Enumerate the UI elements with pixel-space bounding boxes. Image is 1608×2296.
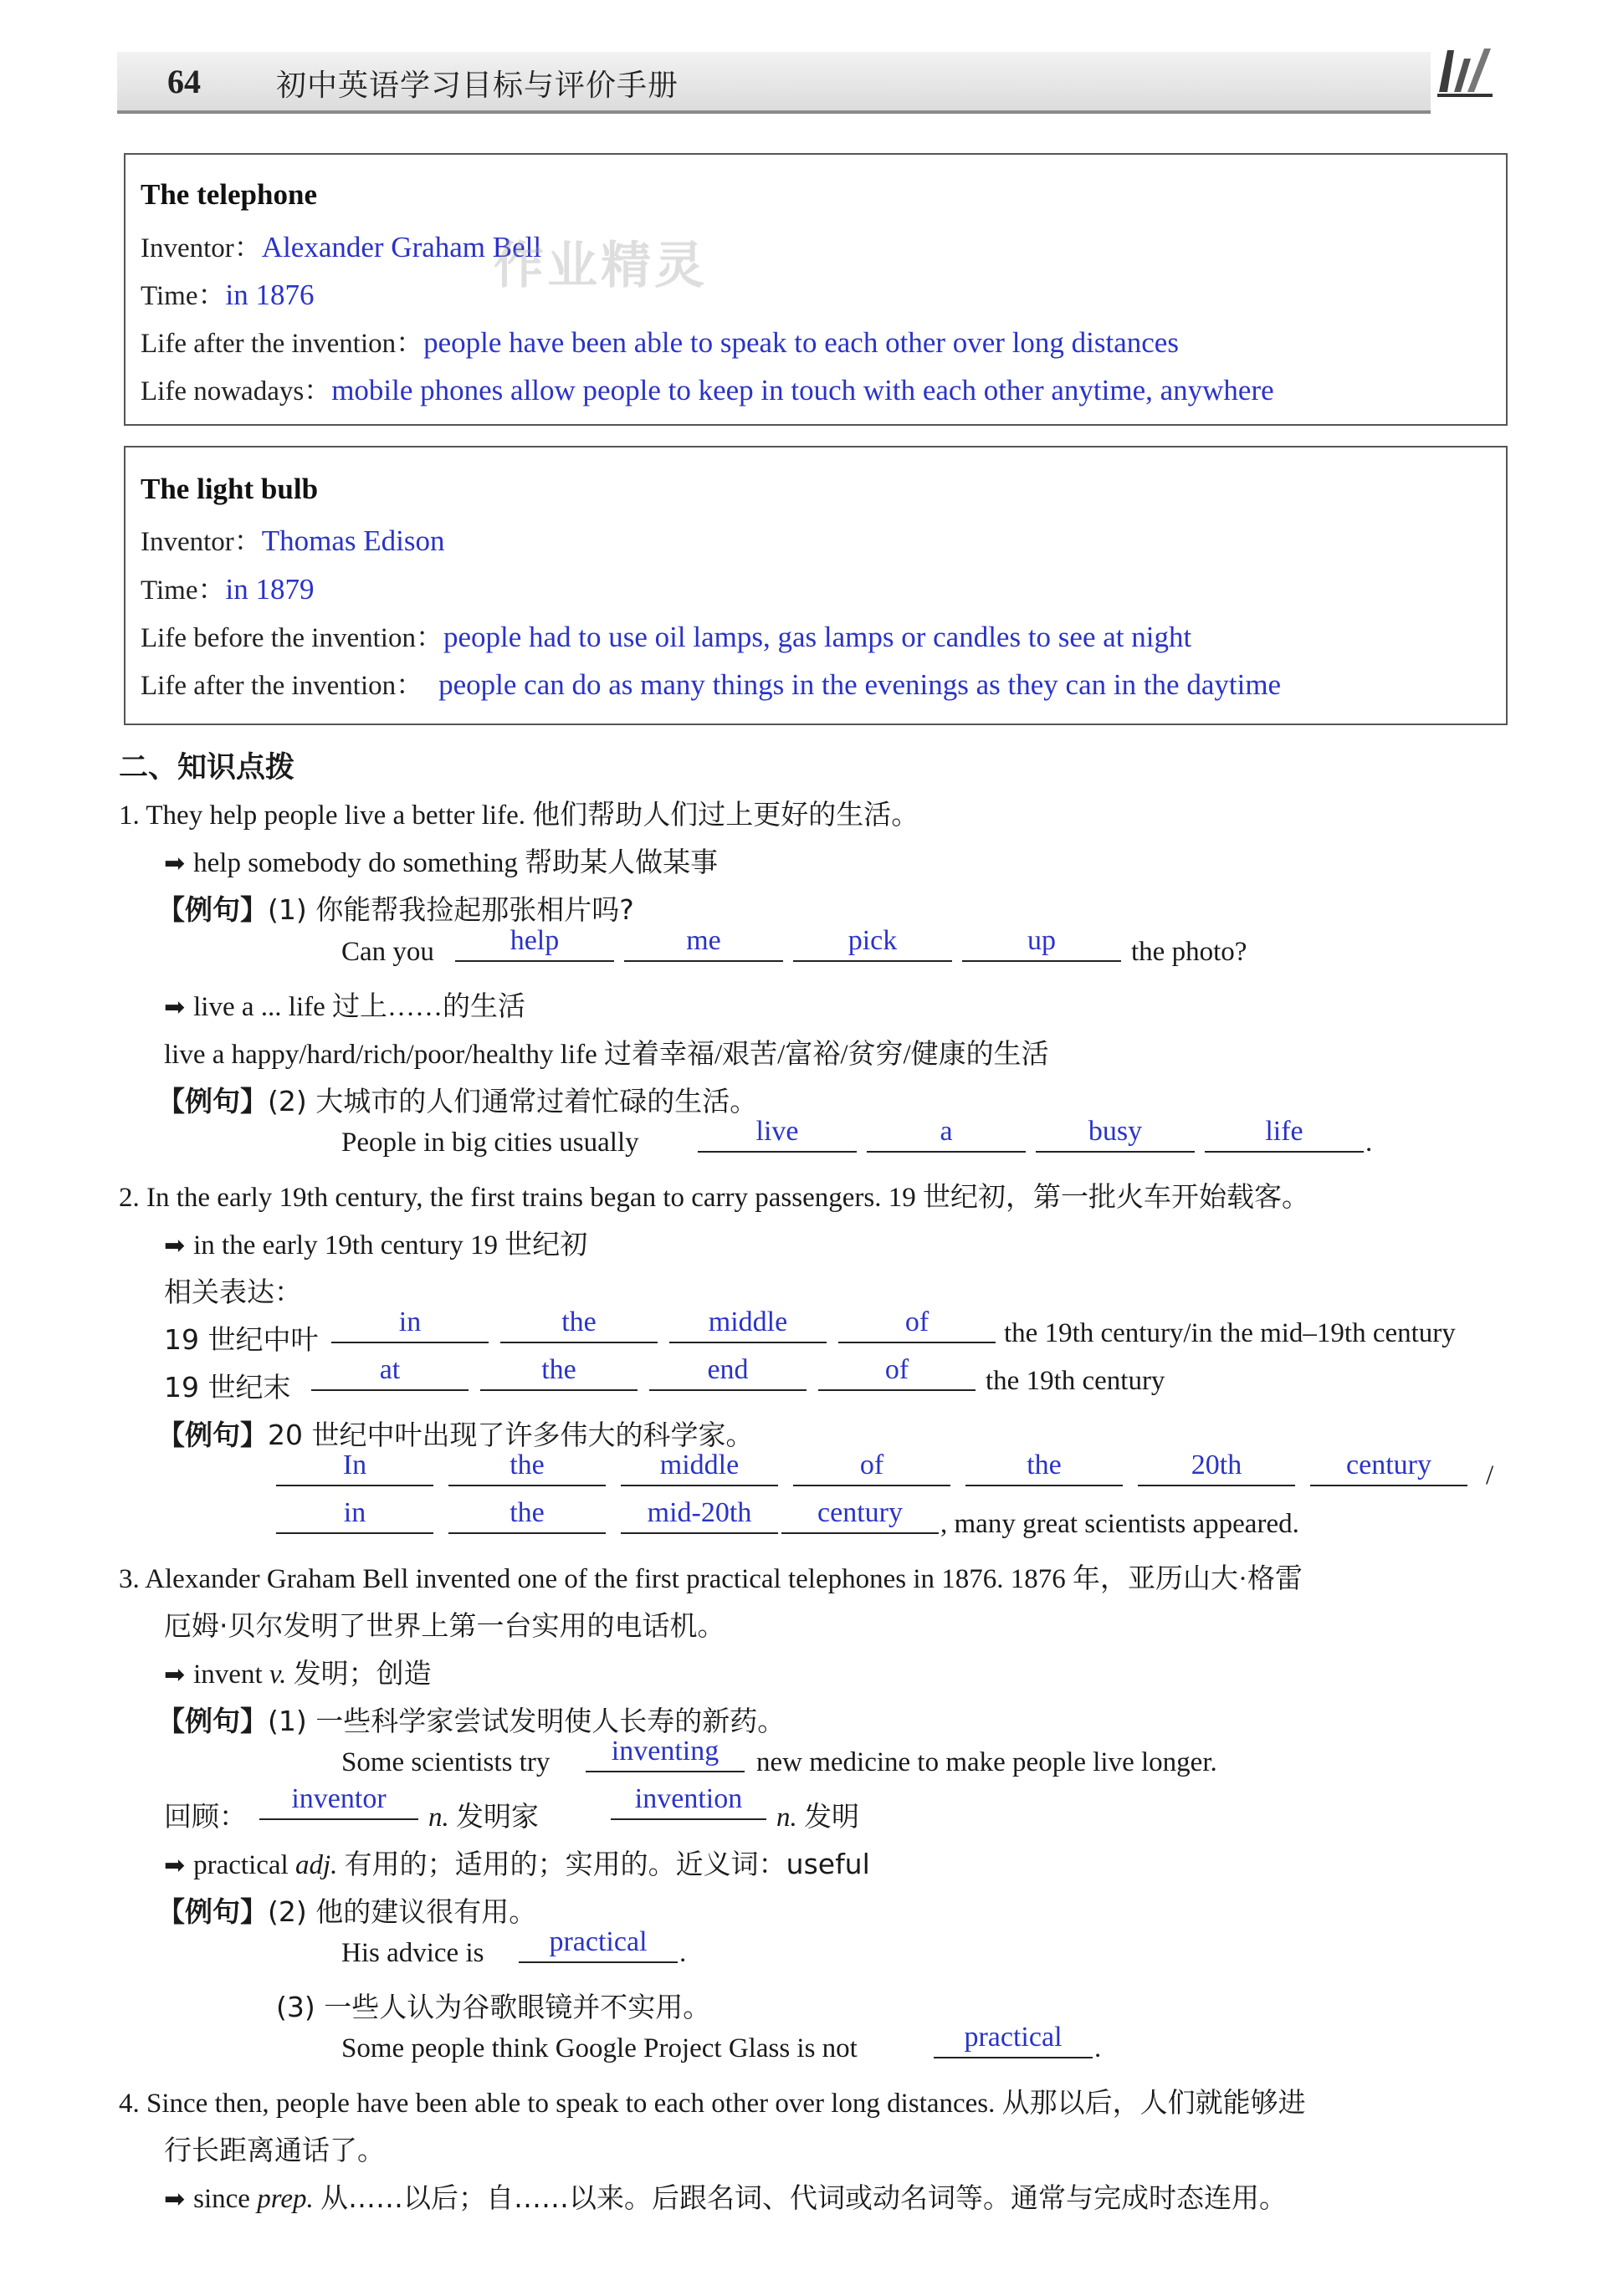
- item1-example2-en-post: .: [1365, 1128, 1373, 1158]
- point-meaning: 从……以后；自……以来。后跟名词、代词或动名词等。通常与完成时态连用。: [320, 2181, 1287, 2214]
- item3-sentence-line1: 3. Alexander Graham Bell invented one of the first practical telephones in 1876. 1876 年，亚历山大·格雷: [119, 1564, 1303, 1594]
- answer-blank: up: [962, 928, 1121, 962]
- part-of-speech: v.: [269, 1659, 287, 1690]
- item2-example-cn: [157, 1414, 753, 1453]
- life-after-label: Life after the invention：: [141, 329, 424, 359]
- example-text: (1) 一些科学家尝试发明使人长寿的新药。: [268, 1705, 786, 1737]
- answer-blank: middle: [669, 1310, 827, 1343]
- life-after-answer: people can do as many things in the evenings as they can in the daytime: [438, 668, 1282, 701]
- life-nowadays-answer: mobile phones allow people to keep in touch with each other anytime, anywhere: [331, 374, 1274, 407]
- book-title: 初中英语学习目标与评价手册: [276, 69, 679, 103]
- time-label: Time：: [141, 281, 226, 311]
- answer-blank: the: [500, 1310, 658, 1343]
- item3-example2-cn: [157, 1890, 536, 1930]
- inventor-row: [141, 226, 541, 265]
- arrow-icon: ➡: [164, 849, 186, 878]
- item3-review-pos1: [428, 1795, 539, 1834]
- answer-blank: busy: [1036, 1119, 1195, 1153]
- item1-example1-en-post: the photo?: [1131, 937, 1247, 967]
- item3-example3-cn: (3) 一些人认为谷歌眼镜并不实用。: [276, 1991, 711, 2023]
- life-nowadays-label: Life nowadays：: [141, 376, 332, 407]
- item1-example1-en-pre: Can you: [341, 937, 434, 967]
- point-meaning: 发明；创造: [293, 1657, 432, 1690]
- section-heading: 二、知识点拨: [119, 751, 295, 785]
- item2-end-post: the 19th century: [986, 1366, 1165, 1396]
- life-before-answer: people had to use oil lamps, gas lamps or candles to see at night: [443, 621, 1192, 653]
- item4-point: [164, 2176, 1287, 2216]
- answer-blank: century: [1310, 1453, 1467, 1486]
- part-of-speech: n.: [776, 1803, 797, 1833]
- example-label: 【例句】: [157, 893, 268, 926]
- review-meaning: 发明: [804, 1800, 859, 1833]
- item4-sentence-line1: 4. Since then, people have been able to speak to each other over long distances. 从那以后，人们就能够进: [119, 2089, 1306, 2119]
- point-word: invent: [193, 1659, 263, 1690]
- item2-mid-label: 19 世纪中叶: [164, 1323, 319, 1356]
- light-bulb-info-box: [124, 446, 1508, 725]
- example-text: (1) 你能帮我捡起那张相片吗?: [268, 893, 634, 926]
- point-word: practical: [193, 1850, 289, 1880]
- answer-blank: mid-20th: [621, 1501, 778, 1534]
- answer-blank: at: [311, 1358, 469, 1391]
- answer-blank: inventor: [259, 1787, 418, 1820]
- answer-blank: the: [448, 1501, 606, 1534]
- answer-blank: practical: [934, 2025, 1093, 2058]
- part-of-speech: adj.: [294, 1850, 338, 1880]
- item2-row2-post: , many great scientists appeared.: [940, 1509, 1299, 1539]
- example-text: (2) 大城市的人们通常过着忙碌的生活。: [268, 1085, 758, 1117]
- answer-blank: the: [965, 1453, 1123, 1486]
- time-row: [141, 274, 314, 313]
- item1-point2-detail: live a happy/hard/rich/poor/healthy life 过着幸福/艰苦/富裕/贫穷/健康的生活: [164, 1040, 1049, 1070]
- answer-blank: in: [331, 1310, 489, 1343]
- answer-blank: century: [781, 1501, 939, 1534]
- item2-sentence: 2. In the early 19th century, the first trains began to carry passengers. 19 世纪初，第一批火车开始载客。: [119, 1183, 1309, 1213]
- page-header: [117, 52, 1431, 114]
- point-text: in the early 19th century 19 世纪初: [193, 1230, 588, 1260]
- item3-example2-en-post: .: [679, 1938, 687, 1968]
- inventor-answer: Alexander Graham Bell: [261, 231, 542, 263]
- item3-sentence-line2: 厄姆·贝尔发明了世界上第一台实用的电话机。: [164, 1609, 725, 1642]
- item3-example3-en-post: .: [1094, 2033, 1102, 2063]
- book-logo-icon: [1431, 42, 1498, 109]
- point-meaning: 有用的；适用的；实用的。近义词：useful: [344, 1848, 870, 1880]
- answer-blank: 20th: [1138, 1453, 1295, 1486]
- item1-point1: [164, 841, 718, 880]
- life-after-row: [141, 321, 1179, 361]
- item1-example1-cn: [157, 888, 634, 928]
- life-after-label: Life after the invention：: [141, 671, 424, 701]
- answer-blank: a: [867, 1119, 1026, 1153]
- answer-blank: end: [649, 1358, 807, 1391]
- answer-blank: of: [818, 1358, 976, 1391]
- answer-blank: the: [448, 1453, 606, 1486]
- answer-blank: the: [480, 1358, 638, 1391]
- answer-blank: life: [1205, 1119, 1364, 1153]
- item2-related-label: 相关表达：: [164, 1276, 302, 1308]
- time-row: [141, 568, 314, 607]
- answer-blank: in: [276, 1501, 433, 1534]
- item3-point2: [164, 1843, 870, 1882]
- example-text: 20 世纪中叶出现了许多伟大的科学家。: [268, 1419, 754, 1451]
- item3-review-pos2: [776, 1795, 859, 1834]
- life-after-answer: people have been able to speak to each other over long distances: [423, 326, 1179, 359]
- box-title: The light bulb: [141, 473, 319, 505]
- review-meaning: 发明家: [456, 1800, 539, 1833]
- answer-blank: invention: [611, 1787, 766, 1820]
- item3-example1-en-pre: Some scientists try: [341, 1747, 551, 1777]
- point-word: since: [193, 2184, 250, 2214]
- example-text: (2) 他的建议很有用。: [268, 1895, 537, 1928]
- item1-example2-cn: [157, 1080, 757, 1119]
- time-answer: in 1876: [225, 279, 315, 311]
- part-of-speech: n.: [428, 1803, 449, 1833]
- item4-sentence-line2: 行长距离通话了。: [164, 2134, 385, 2166]
- example-label: 【例句】: [157, 1419, 268, 1451]
- item2-mid-post: the 19th century/in the mid–19th century: [1004, 1318, 1456, 1348]
- example-label: 【例句】: [157, 1085, 268, 1117]
- point-text: live a ... life 过上……的生活: [193, 992, 525, 1022]
- part-of-speech: prep.: [257, 2184, 314, 2214]
- item1-point2: [164, 984, 525, 1024]
- inventor-answer: Thomas Edison: [261, 524, 445, 557]
- answer-blank: help: [455, 928, 614, 962]
- answer-blank: In: [276, 1453, 433, 1486]
- life-before-label: Life before the invention：: [141, 623, 443, 653]
- arrow-icon: ➡: [164, 1851, 186, 1880]
- example-label: 【例句】: [157, 1895, 268, 1928]
- arrow-icon: ➡: [164, 2185, 186, 2214]
- inventor-row: [141, 519, 445, 559]
- page-number: 64: [167, 63, 201, 100]
- inventor-label: Inventor：: [141, 233, 262, 263]
- item2-end-label: 19 世纪末: [164, 1371, 291, 1404]
- watermark: 作业精灵: [494, 237, 708, 295]
- inventor-label: Inventor：: [141, 527, 262, 557]
- item3-example1-en-post: new medicine to make people live longer.: [756, 1747, 1217, 1777]
- item3-example1-cn: [157, 1700, 785, 1739]
- telephone-info-box: [124, 153, 1508, 426]
- answer-blank: of: [793, 1453, 950, 1486]
- answer-blank: middle: [621, 1453, 778, 1486]
- time-label: Time：: [141, 575, 226, 606]
- answer-blank: me: [624, 928, 783, 962]
- point-text: help somebody do something 帮助某人做某事: [193, 848, 719, 878]
- answer-blank: inventing: [586, 1739, 745, 1772]
- arrow-icon: ➡: [164, 1660, 186, 1690]
- answer-blank: practical: [519, 1930, 678, 1963]
- slash: /: [1486, 1460, 1494, 1491]
- life-after-row: [141, 663, 1281, 703]
- item2-point: [164, 1223, 587, 1262]
- item1-sentence: 1. They help people live a better life. 他们帮助人们过上更好的生活。: [119, 800, 919, 831]
- answer-blank: of: [838, 1310, 996, 1343]
- arrow-icon: ➡: [164, 993, 186, 1022]
- item3-example2-en-pre: His advice is: [341, 1938, 484, 1968]
- item3-example3-en-pre: Some people think Google Project Glass is not: [341, 2033, 858, 2063]
- arrow-icon: ➡: [164, 1231, 186, 1260]
- item1-example2-en-pre: People in big cities usually: [341, 1128, 639, 1158]
- life-nowadays-row: [141, 369, 1274, 408]
- item3-review-label: 回顾：: [164, 1800, 247, 1833]
- example-label: 【例句】: [157, 1705, 268, 1737]
- answer-blank: pick: [793, 928, 952, 962]
- answer-blank: live: [698, 1119, 857, 1153]
- item3-point1: [164, 1652, 432, 1691]
- life-before-row: [141, 616, 1191, 655]
- time-answer: in 1879: [225, 573, 315, 606]
- box-title: The telephone: [141, 178, 317, 211]
